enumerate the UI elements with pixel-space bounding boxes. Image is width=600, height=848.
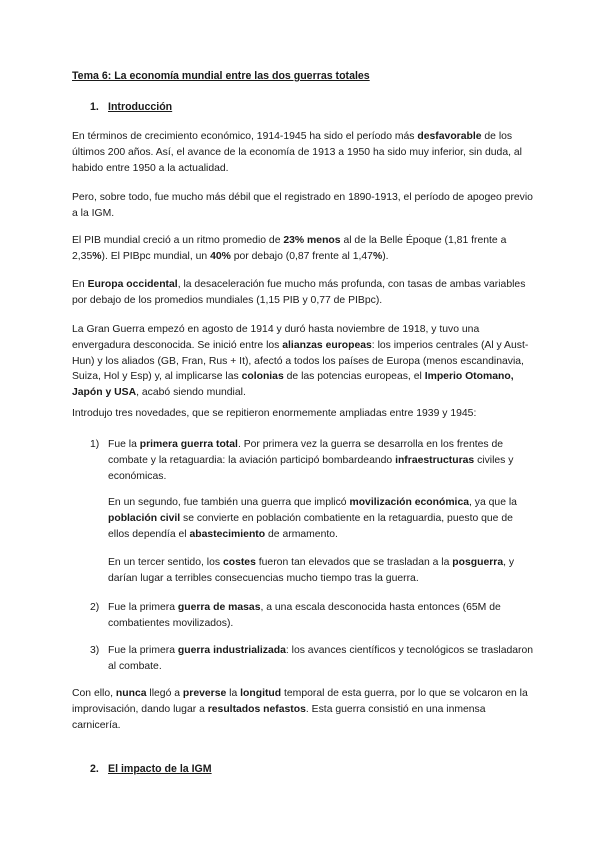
- paragraph-tres-novedades: Introdujo tres novedades, que se repitieron enormemente ampliadas entre 1939 y 1945:: [72, 408, 477, 419]
- text-run: , ya que la: [469, 497, 517, 508]
- bold-run: %: [372, 250, 383, 262]
- text-run: , acabó siendo mundial.: [136, 387, 246, 399]
- paragraph-apogeo: Pero, sobre todo, fue mucho más débil que el registrado en 1890-1913, el período de apogeo previo a la IGM.: [72, 192, 533, 219]
- text-run: . Por primera vez la guerra se desarrolla en los frentes de combate y la retaguardia: la aviación participó bombardeando: [108, 439, 504, 466]
- bold-run: preverse: [182, 688, 227, 699]
- bold-run: resultados nefastos: [207, 703, 306, 715]
- text-run: Fue la: [108, 439, 140, 450]
- bold-run: Imperio Otomano, Japón y USA: [72, 371, 514, 399]
- text-run: Con ello,: [72, 688, 116, 699]
- list-marker: 1): [90, 439, 100, 450]
- text-run: , y darían lugar a terribles consecuencias mucho tiempo tras la guerra.: [108, 557, 515, 584]
- text-run: Fue la primera: [108, 602, 178, 613]
- text-run: la: [226, 688, 241, 699]
- list-item: [90, 437, 534, 484]
- paragraph-pib-mundial: [72, 233, 534, 265]
- text-run: de los últimos 200 años. Así, el avance de la economía de 1913 a 1950 ha sido muy inferior, sin duda, al habido entre 1950 a la actualidad.: [72, 131, 522, 174]
- text-run: El PIB mundial creció a un ritmo promedio de: [72, 235, 284, 246]
- text-run: por debajo (0,87 frente al 1,47: [230, 250, 373, 262]
- list-marker: 2): [90, 602, 100, 613]
- paragraph-conclusion: [72, 686, 534, 733]
- text-run: se convierte en población combatiente en la retaguardia, puesto que de ellos dependía el: [108, 512, 513, 540]
- text-run: temporal de esta guerra, por lo que se volcaron en la improvisación, dando lugar a: [72, 688, 528, 715]
- text-run: al de la Belle Époque (1,81 frente a 2,35: [72, 235, 507, 262]
- text-run: , a una escala desconocida hasta entonces (65M de combatientes movilizados).: [108, 602, 501, 629]
- text-run: : los imperios centrales (Al y Aust-Hun) y los aliados (GB, Fran, Rus + It), afectó a todos los países de Europa (menos escandinavia, Suiza, Hol y Esp) y, al implicarse las: [72, 339, 529, 383]
- paragraph-crecimiento: [72, 129, 534, 176]
- text-run: llegó a: [146, 688, 183, 699]
- list-subparagraph: [108, 495, 534, 542]
- bold-run: guerra industrializada: [177, 645, 286, 656]
- bold-run: abastecimiento: [189, 528, 266, 540]
- text-run: En un tercer sentido, los: [108, 557, 223, 568]
- bold-run: alianzas europeas: [282, 339, 372, 351]
- section-number: 2.: [90, 763, 99, 775]
- list-item-text: [108, 437, 534, 484]
- text-run: En términos de crecimiento económico, 1914-1945 ha sido el período más: [72, 131, 418, 142]
- bold-run: nunca: [115, 688, 147, 699]
- text-run: En: [72, 279, 88, 290]
- text-run: ). El PIBpc mundial, un: [101, 250, 211, 262]
- section-heading-impacto: [90, 763, 212, 775]
- section-title: El impacto de la IGM: [108, 763, 212, 775]
- text-run: Fue la primera: [108, 645, 178, 656]
- bold-run: primera guerra total: [139, 439, 238, 450]
- bold-run: Europa occidental: [87, 279, 178, 290]
- text-run: ).: [382, 250, 389, 262]
- list-marker: 3): [90, 645, 100, 656]
- bold-run: población civil: [108, 512, 181, 524]
- text-run: fueron tan elevados que se trasladan a la: [255, 557, 453, 568]
- bold-run: 23% menos: [283, 235, 341, 246]
- text-run: , la desaceleración fue mucho más profunda, con tasas de ambas variables por debajo de los promedios mundiales (1,15 PIB y 0,77 de PIBpc).: [72, 279, 526, 306]
- bold-run: costes: [222, 557, 256, 568]
- text-run: de las potencias europeas, el: [283, 371, 425, 383]
- section-number: 1.: [90, 101, 99, 113]
- section-heading-introduccion: [90, 101, 172, 113]
- list-subparagraph: [108, 555, 534, 587]
- list-item-text: [108, 643, 534, 675]
- list-item-text: [108, 600, 534, 632]
- bold-run: desfavorable: [417, 131, 482, 142]
- bold-run: %: [92, 250, 102, 262]
- bold-run: 40%: [210, 250, 231, 262]
- bold-run: longitud: [240, 688, 282, 699]
- list-item: [90, 643, 534, 675]
- paragraph-gran-guerra: [72, 322, 534, 401]
- text-run: : los avances científicos y tecnológicos se trasladaron al combate.: [108, 645, 534, 672]
- bold-run: colonias: [241, 371, 284, 383]
- text-run: de armamento.: [265, 528, 338, 540]
- bold-run: infraestructuras: [395, 454, 475, 466]
- text-run: civiles y económicas.: [108, 454, 514, 482]
- bold-run: guerra de masas: [177, 602, 261, 613]
- list-item: [90, 600, 534, 632]
- text-run: En un segundo, fue también una guerra que implicó: [108, 497, 350, 508]
- paragraph-europa-occidental: [72, 277, 534, 309]
- bold-run: posguerra: [452, 557, 504, 568]
- text-run: La Gran Guerra empezó en agosto de 1914 y duró hasta noviembre de 1918, y tuvo una envergadura desconocida. Se inició entre los: [72, 324, 480, 351]
- bold-run: movilización económica: [349, 497, 469, 508]
- document-title: Tema 6: La economía mundial entre las dos guerras totales: [72, 70, 370, 82]
- text-run: . Esta guerra consistió en una inmensa carnicería.: [72, 703, 486, 731]
- section-title: Introducción: [108, 101, 173, 113]
